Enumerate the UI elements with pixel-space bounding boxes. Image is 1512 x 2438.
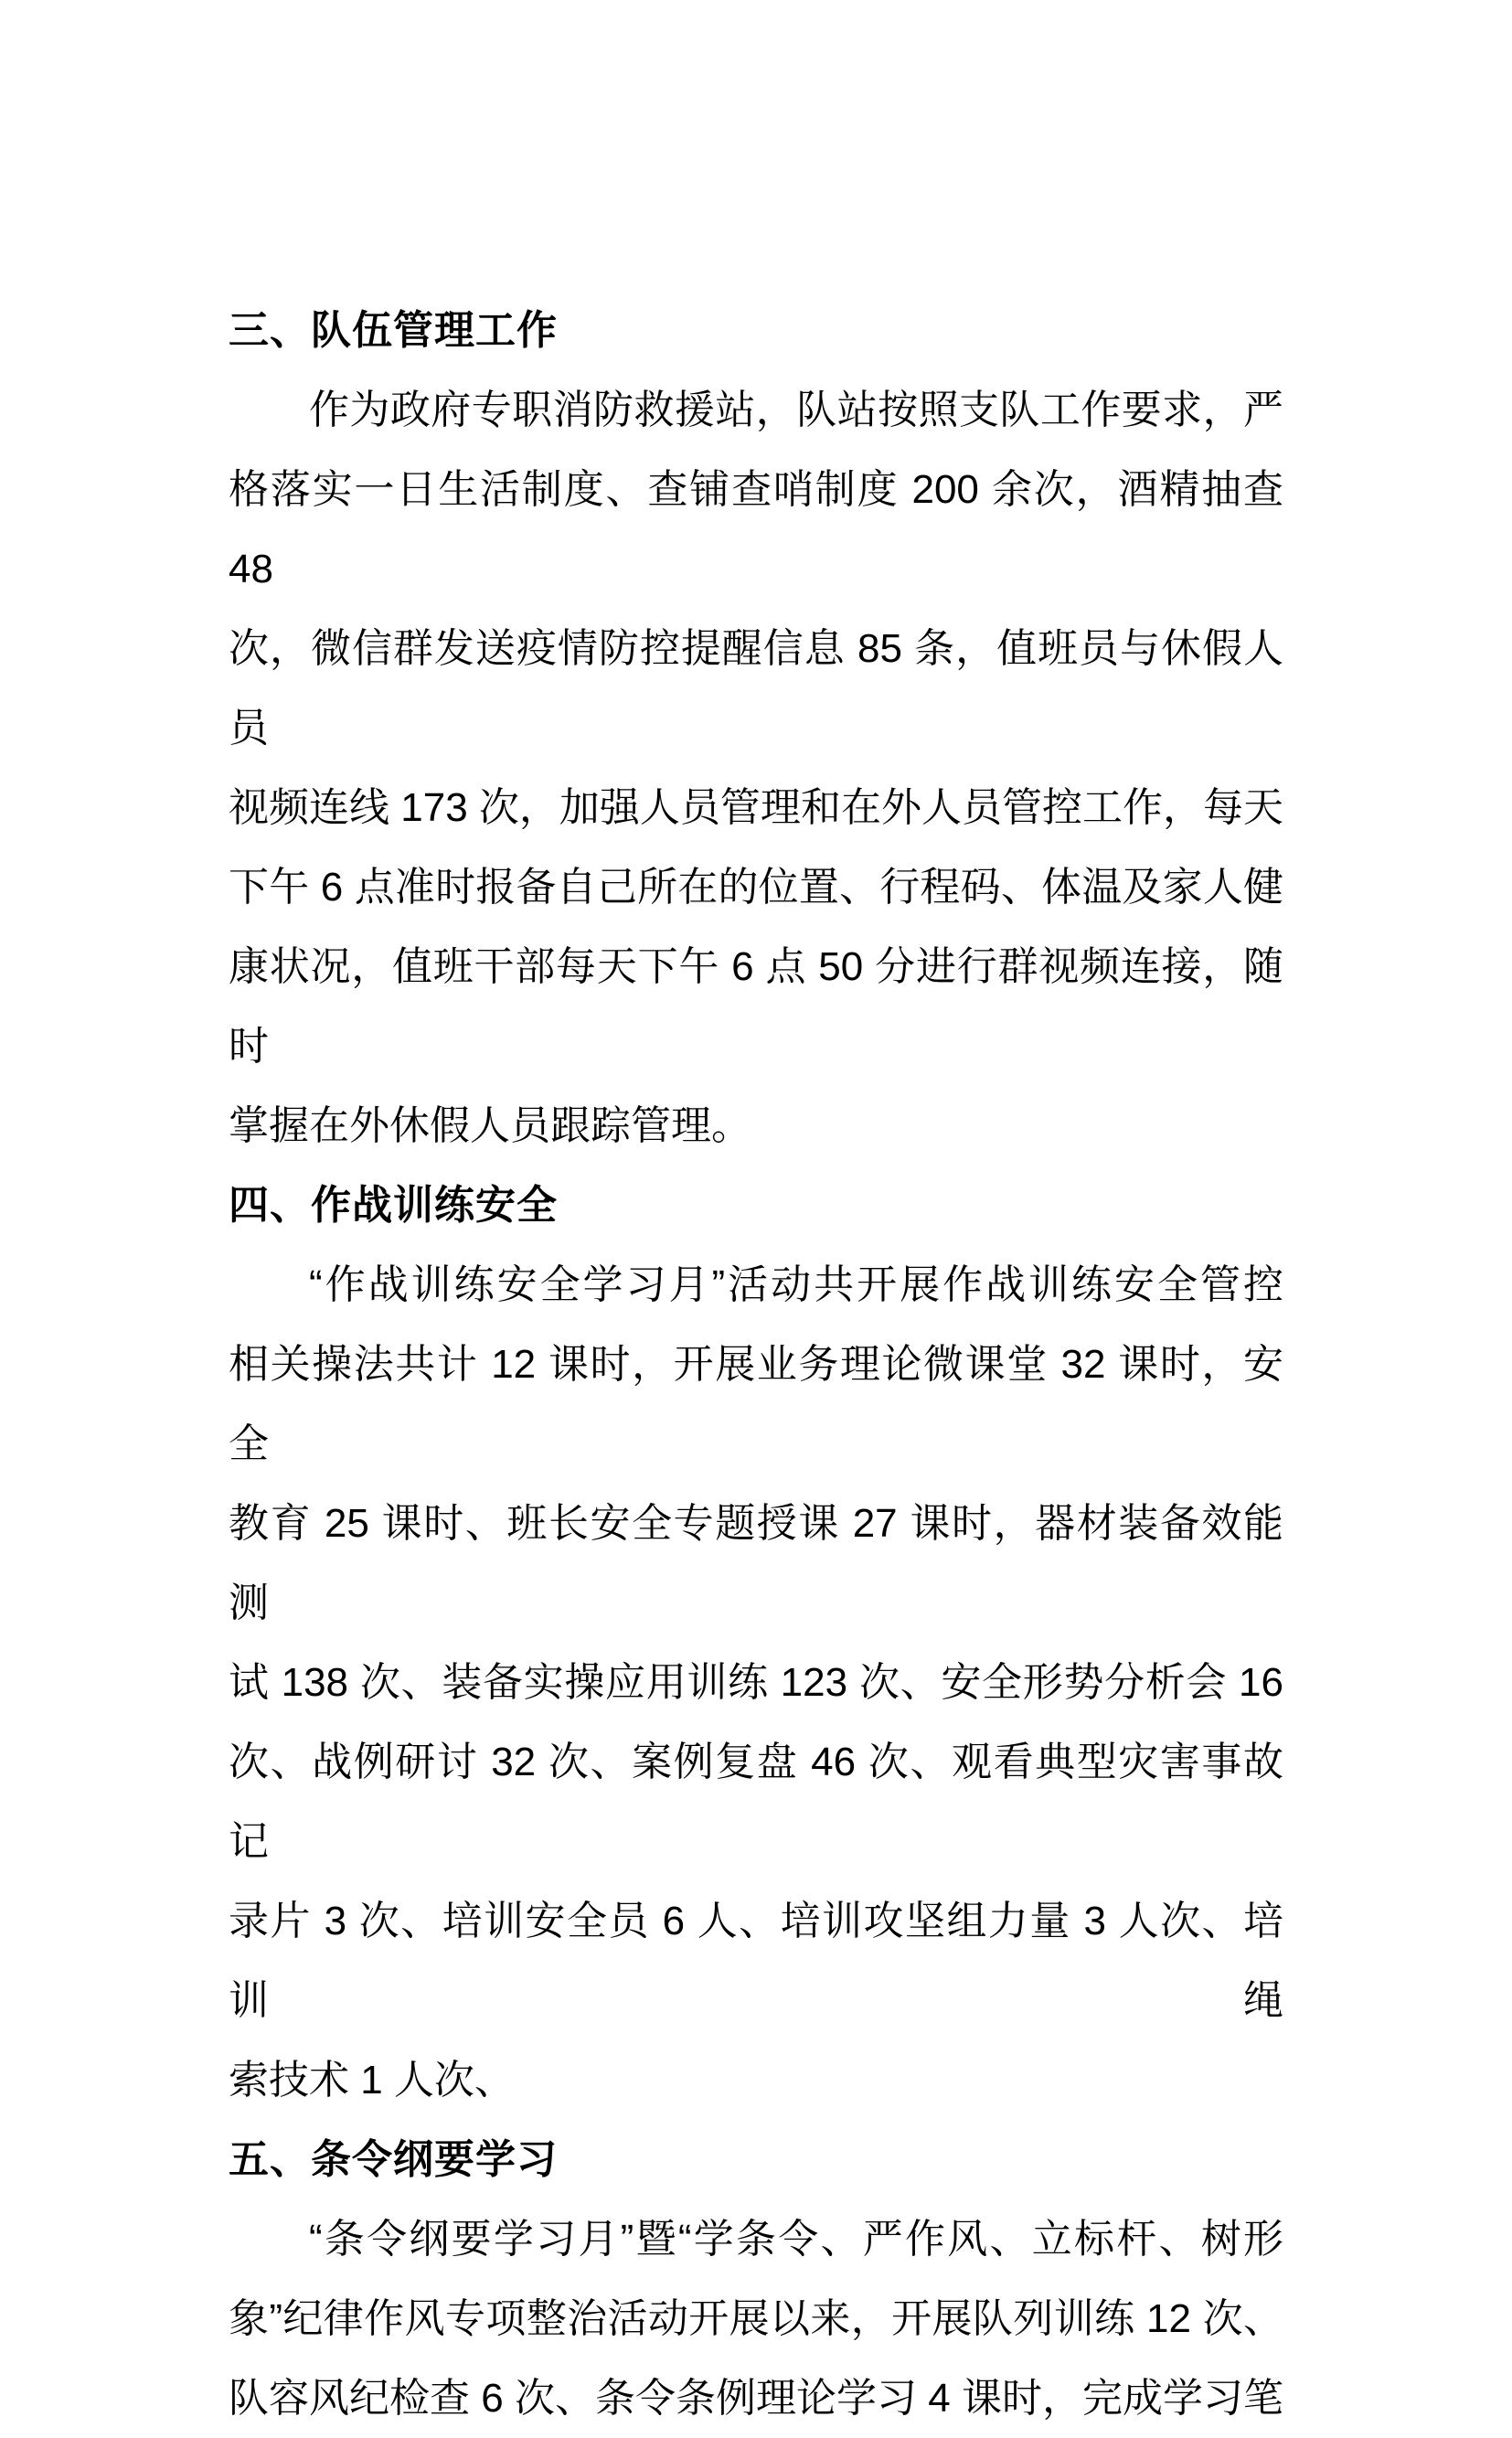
section-paragraph <box>229 1245 1283 2120</box>
paragraph-line: 次、战例研讨 32 次、案例复盘 46 次、观看典型灾害事故记 <box>229 1740 1283 1864</box>
section-paragraph <box>229 2199 1283 2438</box>
paragraph-line: 录片 3 次、培训安全员 6 人、培训攻坚组力量 3 人次、培训绳 <box>229 1899 1283 2023</box>
paragraph-line: 队容风纪检查 6 次、条令条例理论学习 4 课时，完成学习笔 <box>229 2376 1283 2421</box>
section-combat-training-safety <box>229 1166 1283 2120</box>
paragraph-line: 作为政府专职消防救援站，队站按照支队工作要求，严 <box>309 388 1283 432</box>
section-regulations-study <box>229 2120 1283 2438</box>
paragraph-line: 象”纪律作风专项整治活动开展以来，开展队列训练 12 次、 <box>229 2296 1283 2341</box>
paragraph-line: 康状况，值班干部每天下午 6 点 50 分进行群视频连接，随时 <box>229 944 1283 1069</box>
paragraph-line: “条令纲要学习月”暨“学条令、严作风、立标杆、树形 <box>309 2217 1283 2262</box>
paragraph-line: 次，微信群发送疫情防控提醒信息 85 条，值班员与休假人员 <box>229 626 1283 751</box>
paragraph-line: “作战训练安全学习月”活动共开展作战训练安全管控 <box>309 1262 1283 1307</box>
paragraph-line: 相关操法共计 12 课时，开展业务理论微课堂 32 课时，安全 <box>229 1342 1283 1466</box>
paragraph-line: 教育 25 课时、班长安全专题授课 27 课时，器材装备效能测 <box>229 1501 1283 1625</box>
paragraph-line: 格落实一日生活制度、查铺查哨制度 200 余次，酒精抽查 48 <box>229 467 1283 591</box>
section-heading: 五、条令纲要学习 <box>229 2137 558 2182</box>
paragraph-line: 下午 6 点准时报备自己所在的位置、行程码、体温及家人健 <box>229 865 1283 910</box>
section-heading: 四、作战训练安全 <box>229 1183 558 1228</box>
document-content <box>229 291 1283 2438</box>
section-paragraph <box>229 370 1283 1166</box>
paragraph-line: 索技术 1 人次、 <box>229 2058 515 2103</box>
section-heading: 三、队伍管理工作 <box>229 308 558 353</box>
paragraph-line: 试 138 次、装备实操应用训练 123 次、安全形势分析会 16 <box>229 1660 1283 1705</box>
paragraph-line: 视频连线 173 次，加强人员管理和在外人员管控工作，每天 <box>229 785 1283 830</box>
section-team-management <box>229 291 1283 1166</box>
paragraph-line: 掌握在外休假人员跟踪管理。 <box>229 1103 751 1148</box>
